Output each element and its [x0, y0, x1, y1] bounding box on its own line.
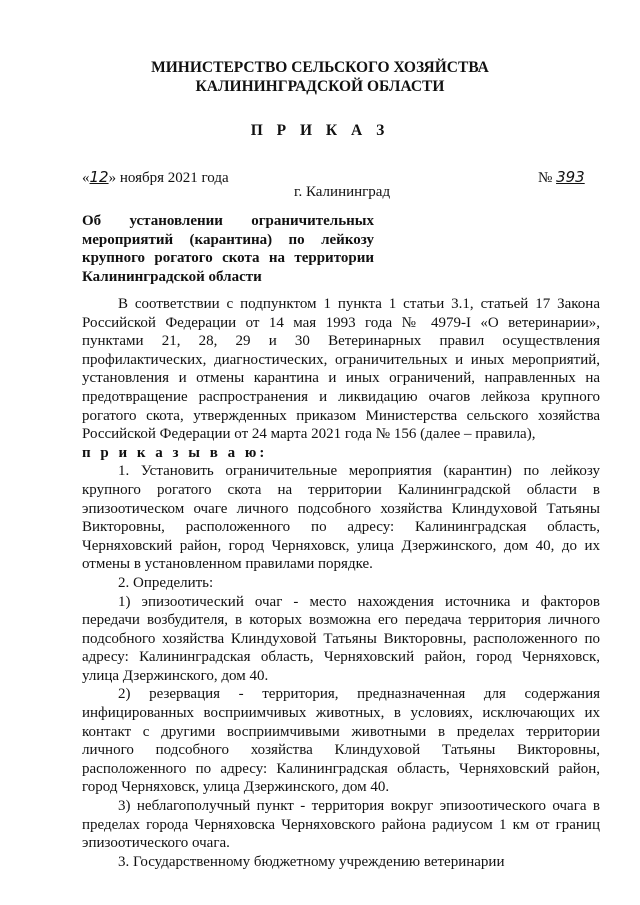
document-type-title: П Р И К А З: [250, 122, 390, 139]
item-1-paragraph: 1. Установить ограничительные мероприятия (карантин) по лейкозу крупного рогатого скота на территории Калининградской области в эпизоотическом очаге личного подсобного хозяйства Клиндуховой Татьяны Викторовны, расположенного по адресу: Калининградская область, Черняховский район, город Черняховск, улица Дзержинского, дом 40, до их отмены в установленном правилами порядке.: [82, 463, 600, 573]
order-date: [82, 168, 229, 187]
order-word: п р и к а з ы в а ю:: [82, 444, 268, 461]
order-city: г. Калининград: [294, 184, 391, 200]
ministry-name-line1: МИНИСТЕРСТВО СЕЛЬСКОГО ХОЗЯЙСТВА: [151, 59, 489, 76]
order-number: [538, 168, 585, 187]
item-2-2-paragraph: 2) резервация - территория, предназначенная для содержания инфицированных восприимчивых животных, в условиях, исключающих их контакт с другими восприимчивыми животными в пределах территории личного подсобного хозяйства Клиндуховой Татьяны Викторовны, расположенного по адресу: Калининградская область, Черняховский район, город Черняховск, улица Дзержинского, дом 40.: [82, 686, 600, 796]
preamble-paragraph: В соответствии с подпунктом 1 пункта 1 статьи 3.1, статьей 17 Закона Российской Федерации от 14 мая 1993 года № 4979-I «О ветеринарии», пунктами 21, 28, 29 и 30 Ветеринарных правил осуществления профилактических, диагностических, ограничительных и иных мероприятий, установления и отмены карантина и иных ограничений, направленных на предотвращение распространения и ликвидацию очагов лейкоза крупного рогатого скота, утвержденных приказом Министерства сельского хозяйства Российской Федерации от 24 марта 2021 года № 156 (далее – правила),: [82, 296, 600, 443]
item-2-3-paragraph: 3) неблагополучный пункт - территория вокруг эпизоотического очага в пределах города Черняховска Черняховского района радиусом 1 км от границ эпизоотического очага.: [82, 798, 600, 852]
order-day-handwritten: 12: [89, 168, 109, 186]
item-3-paragraph: 3. Государственному бюджетному учреждению ветеринарии: [118, 853, 505, 870]
date-quote-open: «: [82, 170, 90, 186]
order-word-paragraph: [82, 444, 600, 463]
item-2-paragraph: 2. Определить:: [118, 574, 214, 591]
ministry-header: [0, 58, 640, 96]
order-number-prefix: №: [538, 170, 553, 186]
order-body: [82, 295, 600, 871]
ministry-name-line2: КАЛИНИНГРАДСКОЙ ОБЛАСТИ: [195, 78, 445, 95]
order-number-handwritten: 393: [556, 168, 585, 186]
item-2-1-paragraph: 1) эпизоотический очаг - место нахождения источника и факторов передачи возбудителя, в которых возможна его передача территория личного подсобного хозяйства Клиндуховой Татьяны Викторовны, расположенного по адресу: Калининградская область, Черняховский район, город Черняховск, улица Дзержинского, дом 40.: [82, 593, 600, 684]
order-subject: Об установлении ограничительных мероприятий (карантина) по лейкозу крупного рогатого скота на территории Калининградской области: [82, 213, 374, 285]
order-date-rest: » ноября 2021 года: [108, 170, 229, 186]
